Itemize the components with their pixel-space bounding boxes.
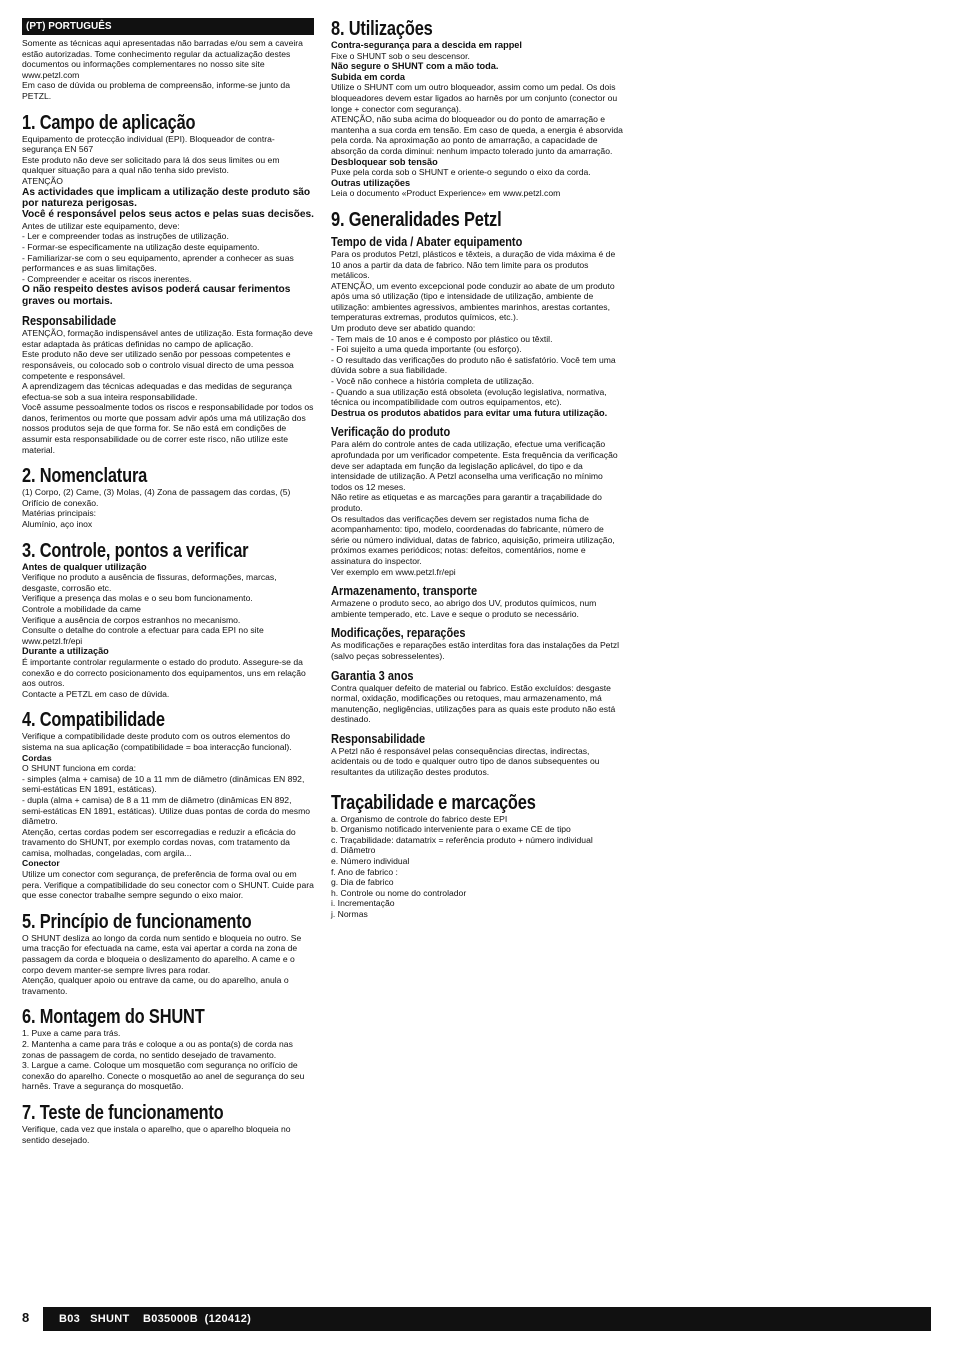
- lifetime-title: Tempo de vida / Abater equipamento: [331, 234, 523, 249]
- section-1-text: Equipamento de protecção individual (EPI). Bloqueador de contra-segurança EN 567 Este produto não deve ser solicitado para lá dos seus limites ou em qualquer situação para a qual não tenha sido previsto. ATENÇÃO: [22, 133, 280, 186]
- section-4-title: 4. Compatibilidade: [22, 709, 165, 732]
- section-3-text-2: É importante controlar regularmente o estado do produto. Assegure-se da conexão e do correcto posicionamento dos equipamentos, uns em relação aos outros. Contacte a PETZL em caso de dúvida.: [22, 656, 306, 699]
- section-3-sub-1: Antes de qualquer utilização: [22, 561, 147, 572]
- section-4-sub-1: Cordas: [22, 752, 52, 763]
- lifetime-warning: Destrua os produtos abatidos para evitar uma futura utilização.: [331, 407, 608, 418]
- section-7-text: Verifique, cada vez que instala o aparelho, que o aparelho bloqueia no sentido desejado.: [22, 1123, 291, 1145]
- section-7-title: 7. Teste de funcionamento: [22, 1101, 224, 1124]
- storage-title: Armazenamento, transporte: [331, 584, 478, 599]
- warranty-title: Garantia 3 anos: [331, 668, 414, 683]
- verification-text: Para além do controle antes de cada utilização, efectue uma verificação aprofundada por um verificador competente. Esta frequência da verificação deve ser adaptada em função da legislação aplicável, do tipo e da intensidade de utilização. A Petzl aconselha uma verificação no mínimo todos os 12 meses. Não retire as etiquetas e as marcações para garantir a traçabilidade do produto. Os resultados das verificações devem ser registados numa ficha de acompanhamento: tipo, modelo, coordenadas do fabricante, número de série ou número individual, datas de fabrico, aquisição, primeira utilização, próximos exames periódicos; notas: defeitos, comentários, nome e assinatura do inspector. Ver exemplo em www.petzl.fr/epi: [331, 439, 618, 577]
- section-9-title: 9. Generalidades Petzl: [331, 208, 502, 231]
- section-8-text-1: Fixe o SHUNT sob o seu descensor.: [331, 50, 470, 61]
- right-column: [331, 18, 623, 920]
- modifications-text: As modificações e reparações estão interditas fora das instalações da Petzl (salvo peças sobresselentes).: [331, 640, 620, 661]
- section-8-text-5: Leia o documento «Product Experience» em www.petzl.com: [331, 188, 561, 199]
- section-8-sub-1: Contra-segurança para a descida em rappel: [331, 40, 522, 50]
- section-8-sub-3: Subida em corda: [331, 71, 406, 82]
- warning-1: As actividades que implicam a utilização deste produto são por natureza perigosas.: [22, 186, 311, 209]
- footer-label: B03 SHUNT B035000B (120412): [59, 1313, 252, 1325]
- responsibility-text: ATENÇÃO, formação indispensável antes de utilização. Esta formação deve estar adaptada às práticas definidas no campo de aplicação. Este produto não deve ser utilizado senão por pessoas competentes e responsáveis, ou colocado sob o controlo visual directo de uma pessoa competente e responsável. A aprendizagem das técnicas adequadas e das medidas de segurança efectua-se sob a sua inteira responsabilidade. Você assume pessoalmente todos os riscos e responsabilidade por todos os danos, ferimentos ou morte que possam advir após uma má utilização dos nossos produtos seja de que forma for. Se não está em condições de assumir esta responsabilidade ou de correr este risco, não utilize este material.: [22, 328, 314, 455]
- warning-3: O não respeito destes avisos poderá causar ferimentos graves ou mortais.: [22, 284, 291, 307]
- section-8-title: 8. Utilizações: [331, 18, 433, 40]
- section-1-list: Antes de utilizar este equipamento, deve: - Ler e compreender todas as instruções de utilização. - Formar-se especificamente na utilização deste equipamento. - Familiarizar-se com o seu equipamento, aprender a conhecer as suas performances e as suas limitações. - Compreender e aceitar os riscos inerentes.: [22, 220, 294, 284]
- section-3-text-1: Verifique no produto a ausência de fissuras, deformações, marcas, desgaste, corrosão etc. Verifique a presença das molas e o seu bom funcionamento. Controle a mobilidade da came Verifique a ausência de corpos estranhos no mecanismo. Consulte o detalhe do controle a efectuar para cada EPI no site www.petzl.fr/epi: [22, 572, 277, 646]
- section-8-text-3: Utilize o SHUNT com um outro bloqueador, assim como um pedal. Os dois bloqueadores devem estar ligados ao harnês por um conjunto (conector ou longe + conector com segurança). ATENÇÃO, não suba acima do bloqueador ou do ponto de amarração e mantenha a sua corda em tensão. Em caso de queda, a energia é absorvida pela corda. Na aproximação ao ponto de amarração, a capacidade de absorção da corda diminui: nenhum impacto tolerado junto da amarração.: [331, 82, 623, 156]
- section-4-text-3: Utilize um conector com segurança, de preferência de forma oval ou em pera. Verifique a compatibilidade do seu conector com o SHUNT. Cuide para que esse conector trabalhe sempre segundo o eixo maior.: [22, 869, 314, 901]
- liability-title: Responsabilidade: [331, 731, 426, 746]
- section-8-sub-5: Outras utilizações: [331, 177, 411, 188]
- modifications-title: Modificações, reparações: [331, 626, 466, 641]
- section-10-title: Traçabilidade e marcações: [331, 791, 536, 814]
- section-6-title: 6. Montagem do SHUNT: [22, 1006, 205, 1029]
- page-footer: [22, 1307, 931, 1331]
- section-4-sub-2: Conector: [22, 858, 60, 869]
- lifetime-text: Para os produtos Petzl, plásticos e têxteis, a duração de vida máxima é de 10 anos a partir da data de fabrico. Não tem limite para os produtos metálicos. ATENÇÃO, um evento excepcional pode conduzir ao abate de um produto após uma só utilização (tipo e intensidade de utilização, ambiente de utilização: ambientes agressivos, ambientes marinhos, arestas cortantes, temperaturas extremas, produtos químicos, etc.). Um produto deve ser abatido quando: - Tem mais de 10 anos e é composto por plástico ou têxtil. - Foi sujeito a uma queda importante (ou esforço). - O resultado das verificações do produto não é satisfatório. Você tem uma dúvida sobre a sua fiabilidade. - Você não conhece a história completa de utilização. - Quando a sua utilização está obsoleta (evolução legislativa, normativa, técnica ou incompatibilidade com outros equipamentos, etc).: [331, 248, 616, 408]
- language-header: (PT) PORTUGUÊS: [22, 18, 314, 35]
- warning-2: Você é responsável pelos seus actos e pelas suas decisões.: [22, 209, 315, 221]
- warranty-text: Contra qualquer defeito de material ou fabrico. Estão excluídos: desgaste normal, oxidação, modificações ou retoques, mau armazenamento, má manutenção, negligências, utilizações para as quais este produto não está destinado.: [331, 682, 616, 725]
- section-4-text-2: O SHUNT funciona em corda: - simples (alma + camisa) de 10 a 11 mm de diâmetro (dinâmicas EN 892, semi-estáticas EN 1891, estáticas). - dupla (alma + camisa) de 8 a 11 mm de diâmetro (dinâmicas EN 892, semi-estáticas EN 1891, estáticas). Utilize duas pontas de corda do mesmo diâmetro. Atenção, certas cordas podem ser escorregadias e reduzir a eficácia do travamento do SHUNT, por exemplo cordas novas, com tratamento da camisa, molhadas, congeladas, com argila...: [22, 763, 311, 858]
- section-3-sub-2: Durante a utilização: [22, 646, 109, 657]
- storage-text: Armazene o produto seco, ao abrigo dos UV, produtos químicos, num ambiente temperado, etc. Lave e seque o produto se necessário.: [331, 598, 597, 619]
- section-2-title: 2. Nomenclatura: [22, 465, 148, 488]
- intro-text: Somente as técnicas aqui apresentadas não barradas e/ou sem a caveira estão autorizadas. Tome conhecimento regular da actualização destes documentos ou informações complementares no nosso site site www.petzl.com Em caso de dúvida ou problema de compreensão, informe-se junto da PETZL.: [22, 38, 303, 101]
- section-8-sub-4: Desbloquear sob tensão: [331, 156, 438, 167]
- section-5-title: 5. Princípio de funcionamento: [22, 910, 252, 933]
- section-6-text: 1. Puxe a came para trás. 2. Mantenha a came para trás e coloque a ou as ponta(s) de corda nas zonas de passagem de corda, no sentido desejado de travamento. 3. Largue a came. Coloque um mosquetão com segurança no orifício de conexão do aparelho. Conecte o mosquetão ao anel de segurança do seu harnês. Trave a segurança do mosquetão.: [22, 1028, 305, 1092]
- footer-bar: [43, 1307, 931, 1331]
- left-column: [22, 18, 314, 1145]
- section-8-text-4: Puxe pela corda sob o SHUNT e oriente-o segundo o eixo da corda.: [331, 167, 591, 178]
- section-10-list: a. Organismo de controle do fabrico deste EPI b. Organismo notificado interveniente para o exame CE de tipo c. Traçabilidade: datamatrix = referência produto + número individual d. Diâmetro e. Número individual f. Ano de fabrico : g. Dia de fabrico h. Controle ou nome do controlador i. Incrementação j. Normas: [331, 813, 593, 919]
- liability-text: A Petzl não é responsável pelas consequências directas, indirectas, acidentais ou de todo e qualquer outro tipo de danos subsequentes ou resultantes da utilização destes produtos.: [331, 745, 600, 778]
- section-8-sub-2: Não segure o SHUNT com a mão toda.: [331, 61, 499, 72]
- section-1-title: 1. Campo de aplicação: [22, 111, 196, 134]
- section-2-text: (1) Corpo, (2) Came, (3) Molas, (4) Zona de passagem das cordas, (5) Orifício de conexão. Matérias principais: Alumínio, aço inox: [22, 487, 291, 530]
- responsibility-title: Responsabilidade: [22, 314, 117, 329]
- section-4-text-1: Verifique a compatibilidade deste produto com os outros elementos do sistema na sua aplicação (compatibilidade = boa interacção funcional).: [22, 731, 292, 752]
- verification-title: Verificação do produto: [331, 425, 451, 440]
- section-3-title: 3. Controle, pontos a verificar: [22, 539, 249, 562]
- section-5-text: O SHUNT desliza ao longo da corda num sentido e bloqueia no outro. Se uma tracção for efectuada na came, esta vai apertar a corda na zona de passagem da corda e bloqueia o deslizamento do aparelho. A came e o corpo devem manter-se sempre livres para rodar. Atenção, qualquer apoio ou entrave da came, ou do aparelho, anula o travamento.: [22, 932, 302, 996]
- page-number: 8: [22, 1310, 30, 1325]
